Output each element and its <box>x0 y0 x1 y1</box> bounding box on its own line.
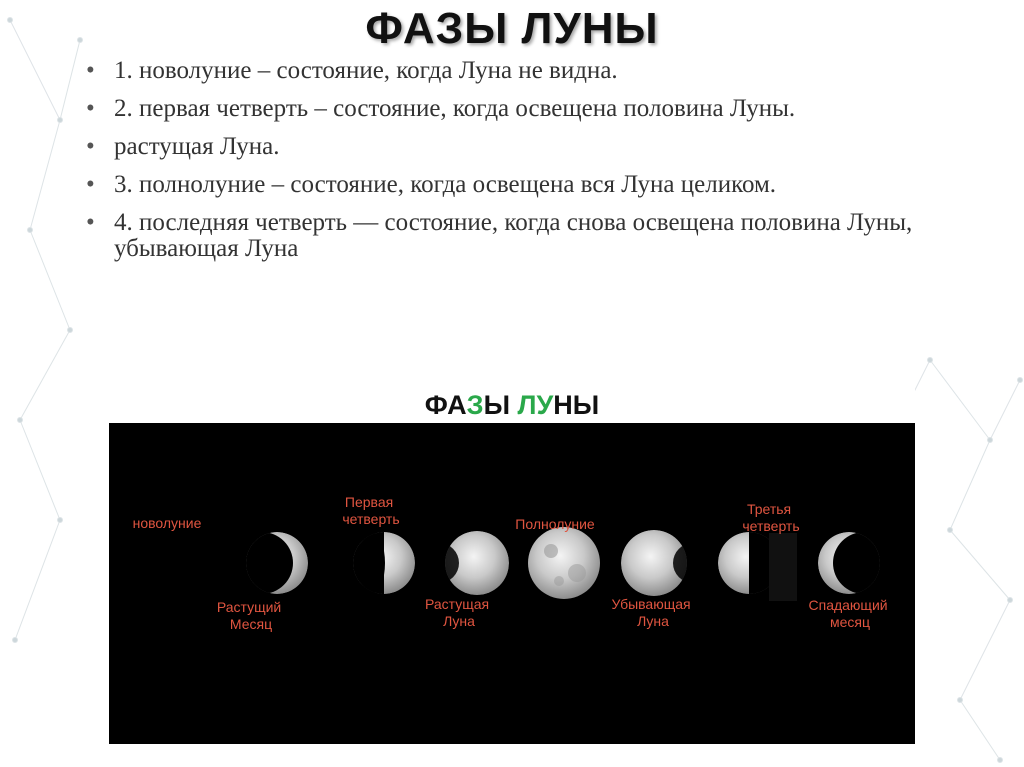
list-item: • 3. полнолуние – состояние, когда освещена вся Луна целиком. <box>86 172 926 198</box>
figure-title-part: Ы <box>483 390 518 420</box>
label-full-moon: Полнолуние <box>515 516 595 532</box>
figure-title-part: Л <box>517 390 537 420</box>
dark-overlay-block <box>769 533 797 601</box>
label-waxing-crescent-line: Месяц <box>229 616 273 632</box>
list-item: • 4. последняя четверть — состояние, когда снова освещена половина Луны, убывающая Луна <box>86 210 926 262</box>
page-title: ФАЗЫ ЛУНЫ <box>365 4 659 53</box>
list-item: • 1. новолуние – состояние, когда Луна не видна. <box>86 58 926 84</box>
moon-phases-figure <box>109 383 915 744</box>
list-item: • 2. первая четверть – состояние, когда освещена половина Луны. <box>86 96 926 122</box>
figure-title-part: З <box>466 390 484 420</box>
bullet-list <box>86 58 926 274</box>
label-waxing-crescent-line: Растущий <box>216 599 282 615</box>
label-waning-gibbous-line: Убывающая <box>611 596 691 612</box>
figure-title-part: ФА <box>424 390 467 420</box>
label-third-quarter-line: четверть <box>742 518 800 534</box>
label-first-quarter-line: Первая <box>344 494 394 510</box>
label-waning-gibbous-line: Луна <box>637 613 669 629</box>
label-third-quarter <box>742 501 799 534</box>
label-waning-crescent-line: Спадающий <box>808 597 888 613</box>
figure-title-part: НЫ <box>553 390 600 420</box>
figure-title-part: У <box>536 390 554 420</box>
label-third-quarter-line: Третья <box>746 501 792 517</box>
label-waxing-gibbous-line: Растущая <box>424 596 490 612</box>
label-waxing-gibbous-line: Луна <box>443 613 475 629</box>
label-waning-crescent-line: месяц <box>829 614 871 630</box>
label-new-moon: новолуние <box>132 515 202 531</box>
list-item: • растущая Луна. <box>86 134 926 160</box>
figure-title <box>425 390 599 420</box>
moon-full <box>528 527 600 599</box>
label-first-quarter <box>342 494 399 527</box>
label-first-quarter-line: четверть <box>342 511 400 527</box>
